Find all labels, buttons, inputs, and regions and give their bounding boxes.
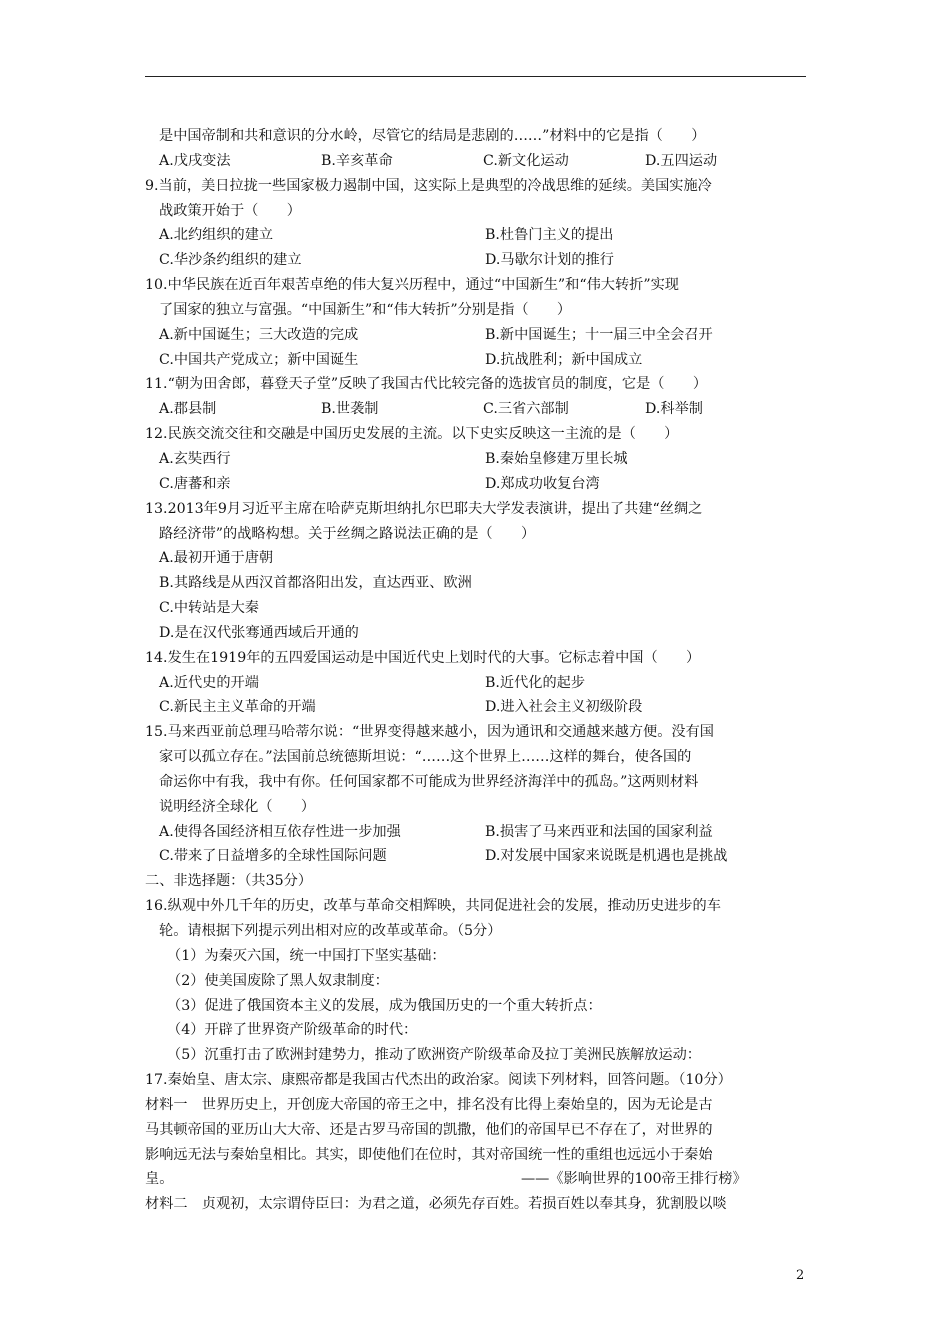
answer-options-row [145, 149, 813, 174]
text-line: C.中转站是大秦 [159, 600, 259, 617]
answer-option: C.华沙条约组织的建立 [159, 252, 302, 269]
answer-option: C.新文化运动 [483, 152, 569, 169]
text-line: 材料二 贞观初，太宗谓侍臣曰：为君之道，必须先存百姓。若损百姓以奉其身，犹割股以啖 [145, 1196, 727, 1213]
text-line: （4）开辟了世界资产阶级革命的时代： [167, 1022, 418, 1039]
text-line: 皇。 ——《影响世界的100帝王排行榜》 [145, 1171, 747, 1188]
answer-option: D.科举制 [645, 401, 703, 418]
text-line: 10.中华民族在近百年艰苦卓绝的伟大复兴历程中，通过“中国新生”和“伟大转折”实现 [145, 277, 679, 294]
text-line: 二、非选择题：（共35分） [145, 873, 313, 890]
text-line: 轮。请根据下列提示列出相对应的改革或革命。（5分） [159, 923, 502, 939]
answer-options-row [145, 695, 813, 720]
answer-option: A.北约组织的建立 [159, 227, 274, 244]
answer-option: A.玄奘西行 [159, 450, 231, 467]
answer-option: A.使得各国经济相互依存性进一步加强 [159, 823, 401, 840]
text-line: 说明经济全球化（ ） [159, 798, 316, 815]
answer-option: C.唐蕃和亲 [159, 475, 231, 492]
text-line: 9.当前，美日拉拢一些国家极力遏制中国，这实际上是典型的冷战思维的延续。美国实施冷 [145, 177, 712, 194]
answer-option: B.损害了马来西亚和法国的国家利益 [485, 823, 713, 840]
answer-option: D.马歇尔计划的推行 [485, 252, 614, 269]
text-line: （3）促进了俄国资本主义的发展，成为俄国历史的一个重大转折点： [167, 997, 602, 1014]
text-line: 是中国帝制和共和意识的分水岭，尽管它的结局是悲剧的……”材料中的它是指（ ） [159, 128, 706, 144]
exam-page-content [145, 124, 813, 1217]
answer-option: B.近代化的起步 [485, 674, 586, 691]
answer-option: D.五四运动 [645, 152, 718, 169]
text-line: 家可以孤立存在。”法国前总统德斯坦说：“……这个世界上……这样的舞台，使各国的 [159, 749, 692, 766]
answer-option: D.抗战胜利；新中国成立 [485, 351, 643, 368]
answer-options-row [145, 447, 813, 472]
text-line: （5）沉重打击了欧洲封建势力，推动了欧洲资产阶级革命及拉丁美洲民族解放运动： [167, 1047, 701, 1064]
answer-options-row [145, 248, 813, 273]
answer-option: B.辛亥革命 [321, 152, 393, 169]
answer-option: D.进入社会主义初级阶段 [485, 699, 643, 716]
text-line: 战政策开始于（ ） [159, 202, 301, 219]
answer-options-row [145, 671, 813, 696]
text-line: D.是在汉代张骞通西域后开通的 [159, 624, 359, 641]
header-rule [145, 76, 806, 77]
answer-option: C.带来了日益增多的全球性国际问题 [159, 848, 387, 865]
text-line: B.其路线是从西汉首都洛阳出发，直达西亚、欧洲 [159, 575, 472, 592]
answer-option: B.杜鲁门主义的提出 [485, 227, 614, 244]
answer-option: C.新民主主义革命的开端 [159, 699, 316, 716]
answer-option: A.近代史的开端 [159, 674, 259, 691]
answer-options-row [145, 820, 813, 845]
answer-option: B.新中国诞生；十一届三中全会召开 [485, 326, 713, 343]
text-line: 马其顿帝国的亚历山大大帝、还是古罗马帝国的凯撒，他们的帝国早已不存在了，对世界的 [145, 1121, 713, 1138]
answer-options-row [145, 323, 813, 348]
answer-option: B.世袭制 [321, 401, 379, 418]
text-line: 了国家的独立与富强。“中国新生”和“伟大转折”分别是指（ ） [159, 301, 572, 318]
text-line: 路经济带”的战略构想。关于丝绸之路说法正确的是（ ） [159, 525, 536, 542]
answer-option: A.戊戌变法 [159, 152, 231, 169]
answer-option: A.新中国诞生；三大改造的完成 [159, 326, 359, 343]
text-line: 命运你中有我，我中有你。任何国家都不可能成为世界经济海洋中的孤岛。”这两则材料 [159, 773, 699, 790]
answer-options-row [145, 223, 813, 248]
text-line: 材料一 世界历史上，开创庞大帝国的帝王之中，排名没有比得上秦始皇的，因为无论是古 [145, 1096, 713, 1113]
answer-option: B.秦始皇修建万里长城 [485, 450, 628, 467]
text-line: 13.2013年9月习近平主席在哈萨克斯坦纳扎尔巴耶夫大学发表演讲，提出了共建“丝绸之 [145, 500, 703, 517]
text-line: 影响远无法与秦始皇相比。其实，即使他们在位时，其对帝国统一性的重组也远远小于秦始 [145, 1146, 713, 1163]
answer-options-row [145, 348, 813, 373]
text-line: （2）使美国废除了黑人奴隶制度： [167, 972, 389, 989]
answer-option: A.郡县制 [159, 401, 217, 418]
answer-option: C.中国共产党成立；新中国诞生 [159, 351, 359, 368]
text-line: 14.发生在1919年的五四爱国运动是中国近代史上划时代的大事。它标志着中国（ ） [145, 649, 701, 666]
text-line: 17.秦始皇、唐太宗、康熙帝都是我国古代杰出的政治家。阅读下列材料，回答问题。（10分） [145, 1072, 732, 1089]
page-number: 2 [796, 1268, 805, 1283]
answer-options-row [145, 397, 813, 422]
text-line: 11.“朝为田舍郎，暮登天子堂”反映了我国古代比较完备的选拔官员的制度，它是（ ） [145, 376, 708, 393]
answer-options-row [145, 844, 813, 869]
text-line: （1）为秦灭六国，统一中国打下坚实基础： [167, 947, 446, 964]
answer-option: C.三省六部制 [483, 401, 569, 418]
answer-option: D.郑成功收复台湾 [485, 475, 600, 492]
text-line: A.最初开通于唐朝 [159, 550, 274, 567]
answer-options-row [145, 472, 813, 497]
text-line: 12.民族交流交往和交融是中国历史发展的主流。以下史实反映这一主流的是（ ） [145, 426, 679, 443]
answer-option: D.对发展中国家来说既是机遇也是挑战 [485, 848, 728, 865]
text-line: 16.纵观中外几千年的历史，改革与革命交相辉映，共同促进社会的发展，推动历史进步的车 [145, 898, 721, 915]
text-line: 15.马来西亚前总理马哈蒂尔说：“世界变得越来越小，因为通讯和交通越来越方便。没有国 [145, 724, 714, 741]
